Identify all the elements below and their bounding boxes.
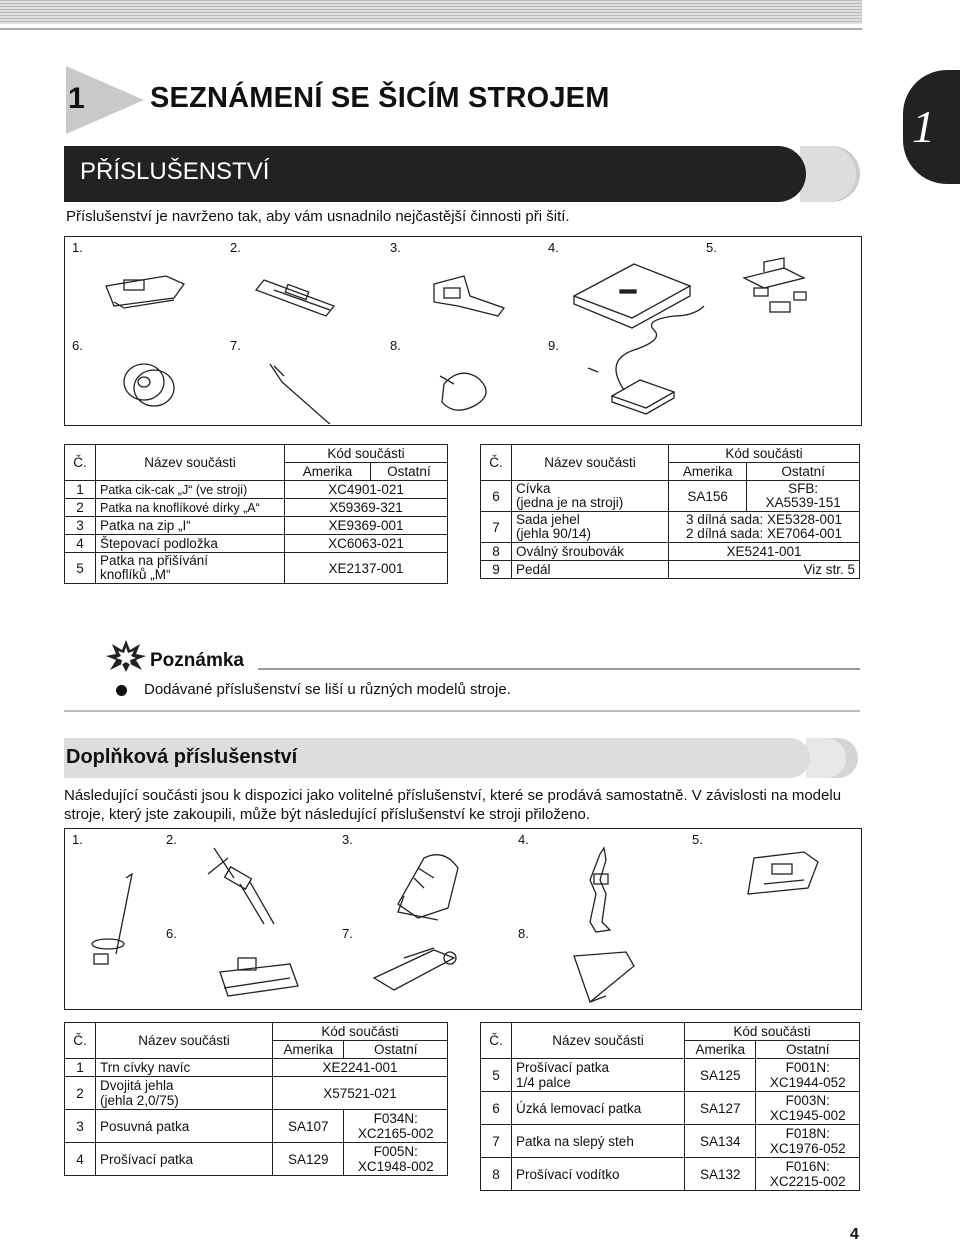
narrow-hemmer-foot-icon [220,958,298,996]
table-row: 6 Cívka (jedna je na stroji) SA156 SFB: XA5539-151 [481,481,860,512]
section-title: PŘÍSLUŠENSTVÍ [80,158,270,185]
spool-pin-icon [92,874,132,964]
subsection-description: Následující součásti jsou k dispozici jako volitelné příslušenství, které se prodává samostatně. V závislosti na modelu stroje, který jste zakoupili, může být následující příslušenství ke stroji přiloženo. [64,787,842,823]
col-header-name: Název součásti [96,1023,273,1059]
figure-label: 9. [548,338,559,353]
page-number: 4 [850,1226,859,1243]
note-title: Poznámka [150,650,244,671]
table-row: 3 Posuvná patka SA107 F034N: XC2165-002 [65,1110,448,1143]
col-header-other: Ostatní [756,1041,860,1059]
col-header-america: Amerika [669,463,747,481]
accessory-table-right [480,444,860,579]
bullet-icon [116,685,127,696]
chapter-number: 1 [68,82,85,115]
col-header-america: Amerika [685,1041,756,1059]
figure-label: 1. [72,240,83,255]
figure-label: 6. [72,338,83,353]
optional-table-left [64,1022,448,1176]
foot-pedal-icon [588,306,704,414]
section-bar-arc [800,146,856,202]
table-row: 5 Prošívací patka 1/4 palce SA125 F001N: XC1944-052 [481,1059,860,1092]
button-foot-icon [744,258,806,312]
table-row: 5 Patka na přišívání knoflíků „M“ XE2137-001 [65,553,448,584]
col-header-no: Č. [481,1023,512,1059]
col-header-america: Amerika [273,1041,344,1059]
zigzag-foot-icon [106,276,184,308]
table-row: 9 Pedál Viz str. 5 [481,561,860,579]
note-title-rule [258,668,860,670]
table-row: 7 Patka na slepý steh SA134 F018N: XC1976-052 [481,1125,860,1158]
figure-label: 5. [692,832,703,847]
buttonhole-foot-icon [256,280,334,316]
table-row: 8 Oválný šroubovák XE5241-001 [481,543,860,561]
col-header-other: Ostatní [370,463,447,481]
figure-label: 8. [518,926,529,941]
accessory-table-left [64,444,448,584]
darning-plate-icon [574,264,690,328]
header-rule [0,28,862,30]
section-intro: Příslušenství je navrženo tak, aby vám usnadnilo nejčastější činnosti při šití. [66,208,570,225]
accessory-illustrations [64,236,860,424]
quarter-inch-foot-icon [748,852,818,894]
table-row: 2 Patka na knoflíkové dírky „A“ X59369-321 [65,499,448,517]
col-header-code: Kód součásti [669,445,860,463]
optional-illustrations [64,828,860,1008]
optional-table-right [480,1022,860,1191]
figure-label: 7. [230,338,241,353]
figure-label: 3. [342,832,353,847]
col-header-other: Ostatní [747,463,860,481]
table-row: 2 Dvojitá jehla (jehla 2,0/75) X57521-021 [65,1077,448,1110]
walking-foot-icon [398,855,458,920]
col-header-no: Č. [65,1023,96,1059]
note-starburst-icon [104,638,148,674]
table-row: 6 Úzká lemovací patka SA127 F003N: XC1945-002 [481,1092,860,1125]
needle-icon [270,364,332,424]
col-header-code: Kód součásti [273,1023,448,1041]
twin-needle-icon [208,848,274,924]
blind-stitch-foot-icon [374,948,456,990]
col-header-code: Kód součásti [685,1023,860,1041]
table-row: 3 Patka na zip „I“ XE9369-001 [65,517,448,535]
table-row: 1 Trn cívky navíc XE2241-001 [65,1059,448,1077]
figure-label: 7. [342,926,353,941]
col-header-name: Název součásti [512,1023,685,1059]
screwdriver-icon [440,373,486,410]
zipper-foot-icon [434,276,504,316]
col-header-no: Č. [481,445,512,481]
figure-label: 5. [706,240,717,255]
header-stripe [0,0,862,24]
table-row: 4 Štepovací podložka XC6063-021 [65,535,448,553]
figure-label: 4. [548,240,559,255]
figure-label: 1. [72,832,83,847]
figure-label: 2. [230,240,241,255]
subsection-bar-arc [806,738,846,778]
table-row: 7 Sada jehel (jehla 90/14) 3 dílná sada: XE5328-001 2 dílná sada: XE7064-001 [481,512,860,543]
figure-label: 2. [166,832,177,847]
quilting-foot-icon [590,848,610,932]
figure-label: 4. [518,832,529,847]
col-header-name: Název součásti [512,445,669,481]
bobbin-icon [124,364,174,406]
figure-label: 8. [390,338,401,353]
note-separator [64,710,860,712]
col-header-code: Kód součásti [285,445,448,463]
table-row: 4 Prošívací patka SA129 F005N: XC1948-002 [65,1143,448,1176]
col-header-america: Amerika [285,463,371,481]
col-header-name: Název součásti [96,445,285,481]
side-tab-number: 1 [912,101,935,152]
quilting-guide-icon [574,952,634,1002]
figure-label: 3. [390,240,401,255]
table-row: 1 Patka cik-cak „J“ (ve stroji) XC4901-021 [65,481,448,499]
col-header-other: Ostatní [344,1041,448,1059]
chapter-title: SEZNÁMENÍ SE ŠICÍM STROJEM [150,82,610,114]
subsection-title: Doplňková příslušenství [66,746,298,768]
col-header-no: Č. [65,445,96,481]
note-text: Dodávané příslušenství se liší u různých modelů stroje. [144,681,511,698]
table-row: 8 Prošívací vodítko SA132 F016N: XC2215-002 [481,1158,860,1191]
figure-label: 6. [166,926,177,941]
